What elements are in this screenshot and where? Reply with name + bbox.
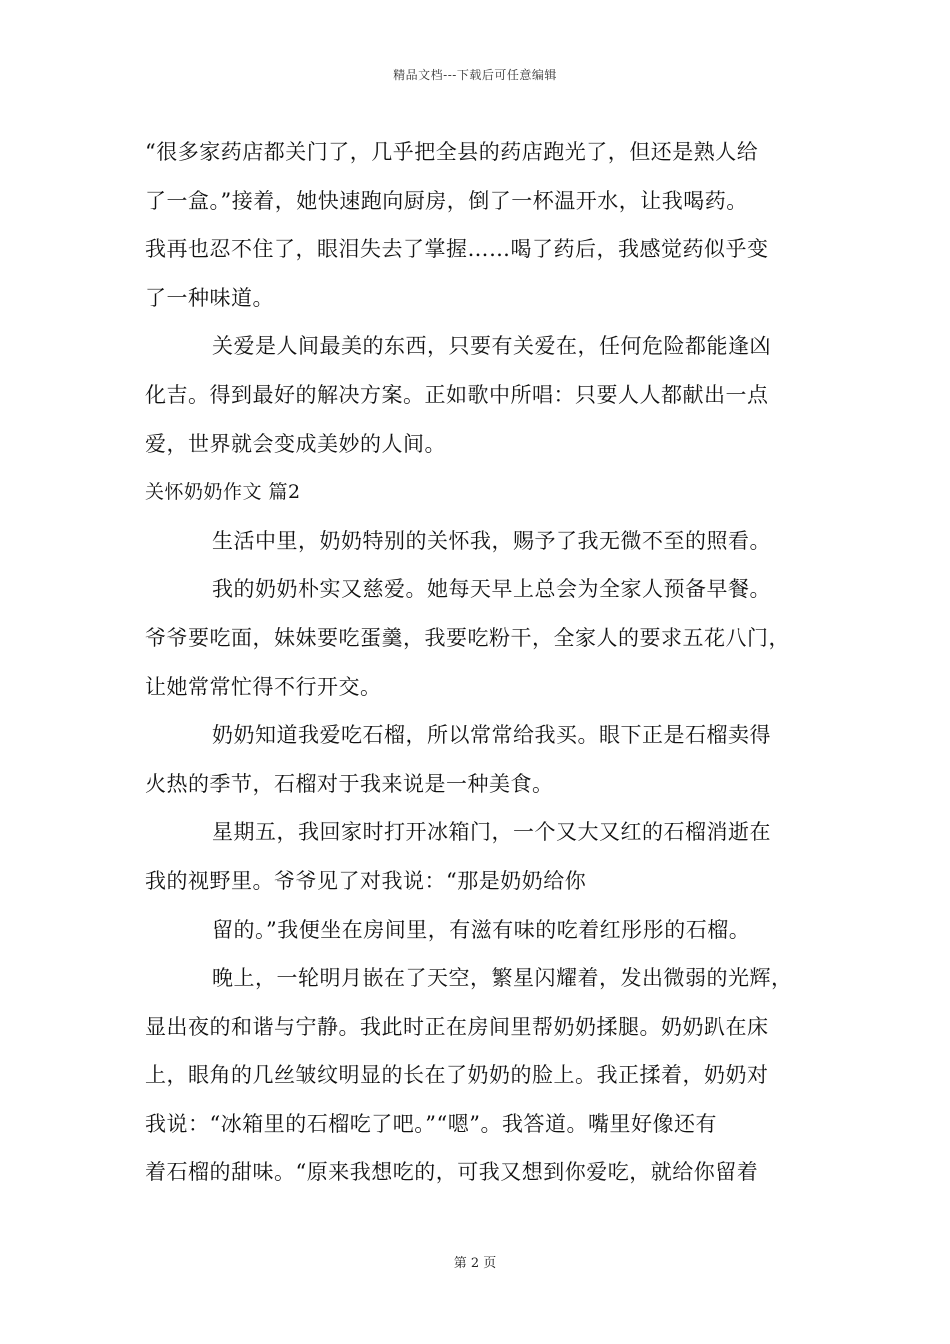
text-line: 让她常常忙得不行开交。 [145,674,382,699]
text-line: 星期五，我回家时打开冰箱门，一个又大又红的石榴消逝在 [212,820,771,845]
text-line: 着石榴的甜味。“原来我想吃的，可我又想到你爱吃，就给你留着 [145,1160,759,1185]
section-heading: 关怀奶奶作文 篇2 [145,481,301,504]
text-line: 显出夜的和谐与宁静。我此时正在房间里帮奶奶揉腿。奶奶趴在床 [145,1014,769,1039]
text-line: “很多家药店都关门了，几乎把全县的药店跑光了，但还是熟人给 [145,140,759,164]
text-line: 火热的季节，石榴对于我来说是一种美食。 [145,771,554,796]
text-line: 奶奶知道我爱吃石榴，所以常常给我买。眼下正是石榴卖得 [212,723,771,748]
text-line: 我的视野里。爷爷见了对我说：“那是奶奶给你 [145,868,587,893]
text-line: 关爱是人间最美的东西，只要有关爱在，任何危险都能逢凶 [212,334,771,359]
text-line: 了一种味道。 [145,285,274,310]
text-line: 我再也忍不住了，眼泪失去了掌握……喝了药后，我感觉药似乎变 [145,237,769,262]
text-line: 上，眼角的几丝皱纹明显的长在了奶奶的脸上。我正揉着，奶奶对 [145,1063,769,1088]
text-line: 我说：“冰箱里的石榴吃了吧。”“嗯”。我答道。嘴里好像还有 [145,1111,717,1136]
text-line: 爱，世界就会变成美妙的人间。 [145,431,446,456]
text-line: 生活中里，奶奶特别的关怀我，赐予了我无微不至的照看。 [212,528,771,553]
page-number: 第 2 页 [453,1256,497,1271]
text-line: 我的奶奶朴实又慈爱。她每天早上总会为全家人预备早餐。 [212,577,771,602]
page-header: 精品文档---下载后可任意编辑 [393,68,557,82]
text-line: 了一盒。”接着，她快速跑向厨房，倒了一杯温开水，让我喝药。 [145,188,748,213]
text-line: 留的。”我便坐在房间里，有滋有味的吃着红彤彤的石榴。 [212,917,751,942]
text-line: 化吉。得到最好的解决方案。正如歌中所唱：只要人人都献出一点 [145,382,769,407]
document-body [145,132,810,1201]
text-line: 爷爷要吃面，妹妹要吃蛋羹，我要吃粉干，全家人的要求五花八门， [145,625,790,650]
text-line: 晚上，一轮明月嵌在了天空，繁星闪耀着，发出微弱的光辉， [212,966,793,991]
